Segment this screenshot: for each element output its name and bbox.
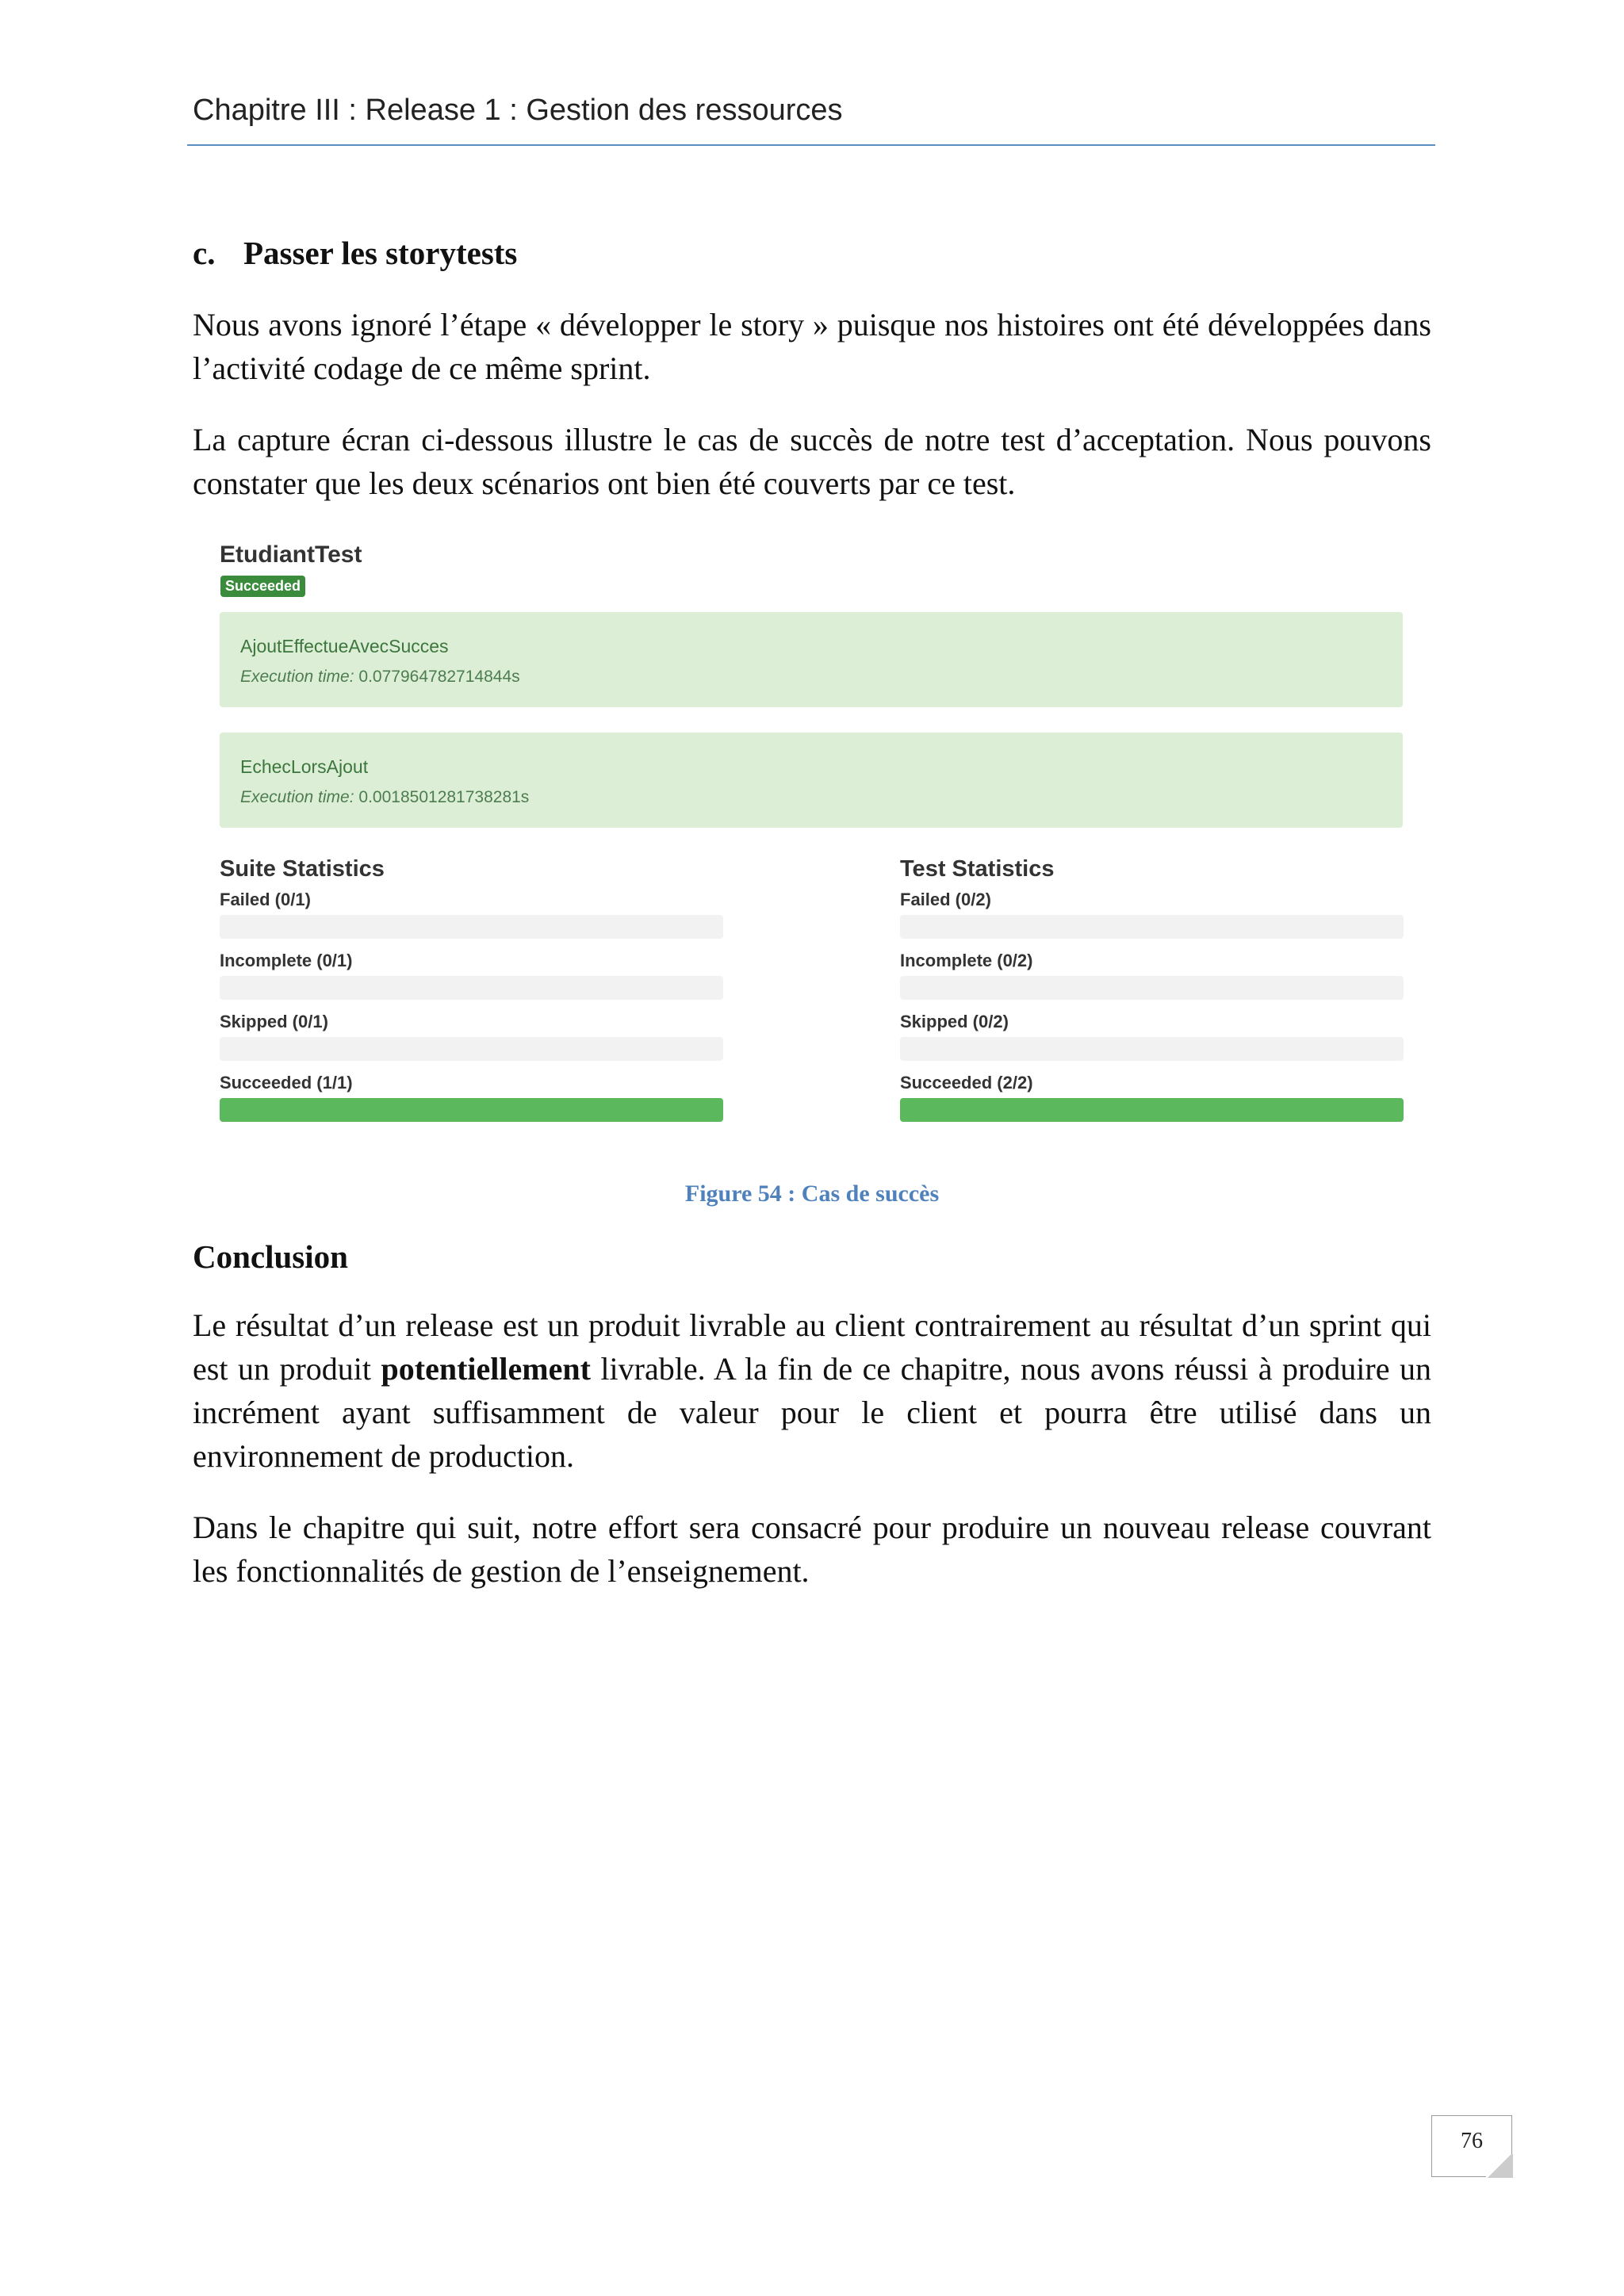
suite-statistics bbox=[220, 856, 727, 1132]
stat-label: Succeeded (1/1) bbox=[220, 1073, 353, 1093]
progress-bar bbox=[220, 1098, 723, 1122]
stat-label: Skipped (0/2) bbox=[900, 1012, 1009, 1031]
progress-bar bbox=[900, 915, 1404, 939]
stat-row bbox=[220, 1071, 727, 1132]
progress-bar bbox=[900, 1098, 1404, 1122]
header-rule bbox=[187, 144, 1435, 146]
status-badge: Succeeded bbox=[220, 576, 305, 597]
paragraph-conclusion bbox=[193, 1303, 1431, 1478]
section-heading bbox=[193, 234, 517, 272]
progress-bar bbox=[900, 1037, 1404, 1061]
time-value: 0.0018501281738281s bbox=[358, 788, 530, 806]
test-statistics-title: Test Statistics bbox=[900, 856, 1055, 882]
test-case-name: EchecLorsAjout bbox=[240, 756, 369, 777]
paragraph-next-chapter: Dans le chapitre qui suit, notre effort sera consacré pour produire un nouveau release couvrant les fonctionnalités de gestion de l’enseignement. bbox=[193, 1510, 1431, 1589]
text-run: livrable. A la fin de ce chapitre, nous avons réussi à produire un incrément ayant suffisamment de valeur pour le client et pourra être utilisé dans un environnement de production. bbox=[193, 1351, 1431, 1474]
progress-bar bbox=[220, 915, 723, 939]
progress-bar bbox=[220, 976, 723, 1000]
test-case-name: AjoutEffectueAvecSucces bbox=[240, 636, 449, 656]
page-curl-decoration bbox=[1486, 2154, 1513, 2178]
time-label: Execution time: bbox=[240, 788, 354, 806]
stat-row bbox=[220, 1010, 727, 1071]
section-title: Passer les storytests bbox=[243, 235, 518, 271]
suite-title: EtudiantTest bbox=[220, 541, 362, 568]
stat-row bbox=[220, 888, 727, 949]
test-results-screenshot bbox=[208, 530, 1429, 1164]
time-label: Execution time: bbox=[240, 668, 354, 686]
test-case-time bbox=[240, 788, 529, 807]
paragraph-capture: La capture écran ci-dessous illustre le cas de succès de notre test d’acceptation. Nous pouvons constater que les deux scénarios ont bien été couverts par ce test. bbox=[193, 422, 1431, 501]
stat-label: Incomplete (0/2) bbox=[900, 951, 1033, 970]
stat-row bbox=[900, 949, 1408, 1010]
page-number: 76 bbox=[1461, 2129, 1483, 2153]
stat-label: Failed (0/2) bbox=[900, 890, 991, 909]
test-case-panel bbox=[220, 612, 1403, 707]
test-case-time bbox=[240, 668, 520, 687]
stat-row bbox=[900, 1071, 1408, 1132]
stat-row bbox=[900, 888, 1408, 949]
progress-fill bbox=[220, 1098, 723, 1122]
stat-label: Failed (0/1) bbox=[220, 890, 311, 909]
section-number: c. bbox=[193, 235, 216, 271]
conclusion-heading: Conclusion bbox=[193, 1238, 348, 1275]
stat-label: Incomplete (0/1) bbox=[220, 951, 353, 970]
progress-fill bbox=[900, 1098, 1404, 1122]
figure-caption: Figure 54 : Cas de succès bbox=[684, 1181, 940, 1207]
progress-bar bbox=[220, 1037, 723, 1061]
time-value: 0.077964782714844s bbox=[358, 668, 520, 686]
stat-label: Succeeded (2/2) bbox=[900, 1073, 1033, 1093]
running-header: Chapitre III : Release 1 : Gestion des ressources bbox=[193, 94, 843, 127]
test-statistics bbox=[900, 856, 1408, 1132]
stat-row bbox=[900, 1010, 1408, 1071]
test-case-panel bbox=[220, 733, 1403, 828]
suite-statistics-title: Suite Statistics bbox=[220, 856, 385, 882]
progress-bar bbox=[900, 976, 1404, 1000]
page-number-box bbox=[1431, 2115, 1512, 2177]
stat-label: Skipped (0/1) bbox=[220, 1012, 328, 1031]
stat-row bbox=[220, 949, 727, 1010]
bold-text: potentiellement bbox=[381, 1351, 591, 1387]
text-run: Le résultat d’un release est un produit livrable au client contrairement au résultat d’un sprint qui est un produit bbox=[193, 1307, 1431, 1387]
paragraph-intro: Nous avons ignoré l’étape « développer le story » puisque nos histoires ont été développées dans l’activité codage de ce même sprint. bbox=[193, 307, 1431, 386]
